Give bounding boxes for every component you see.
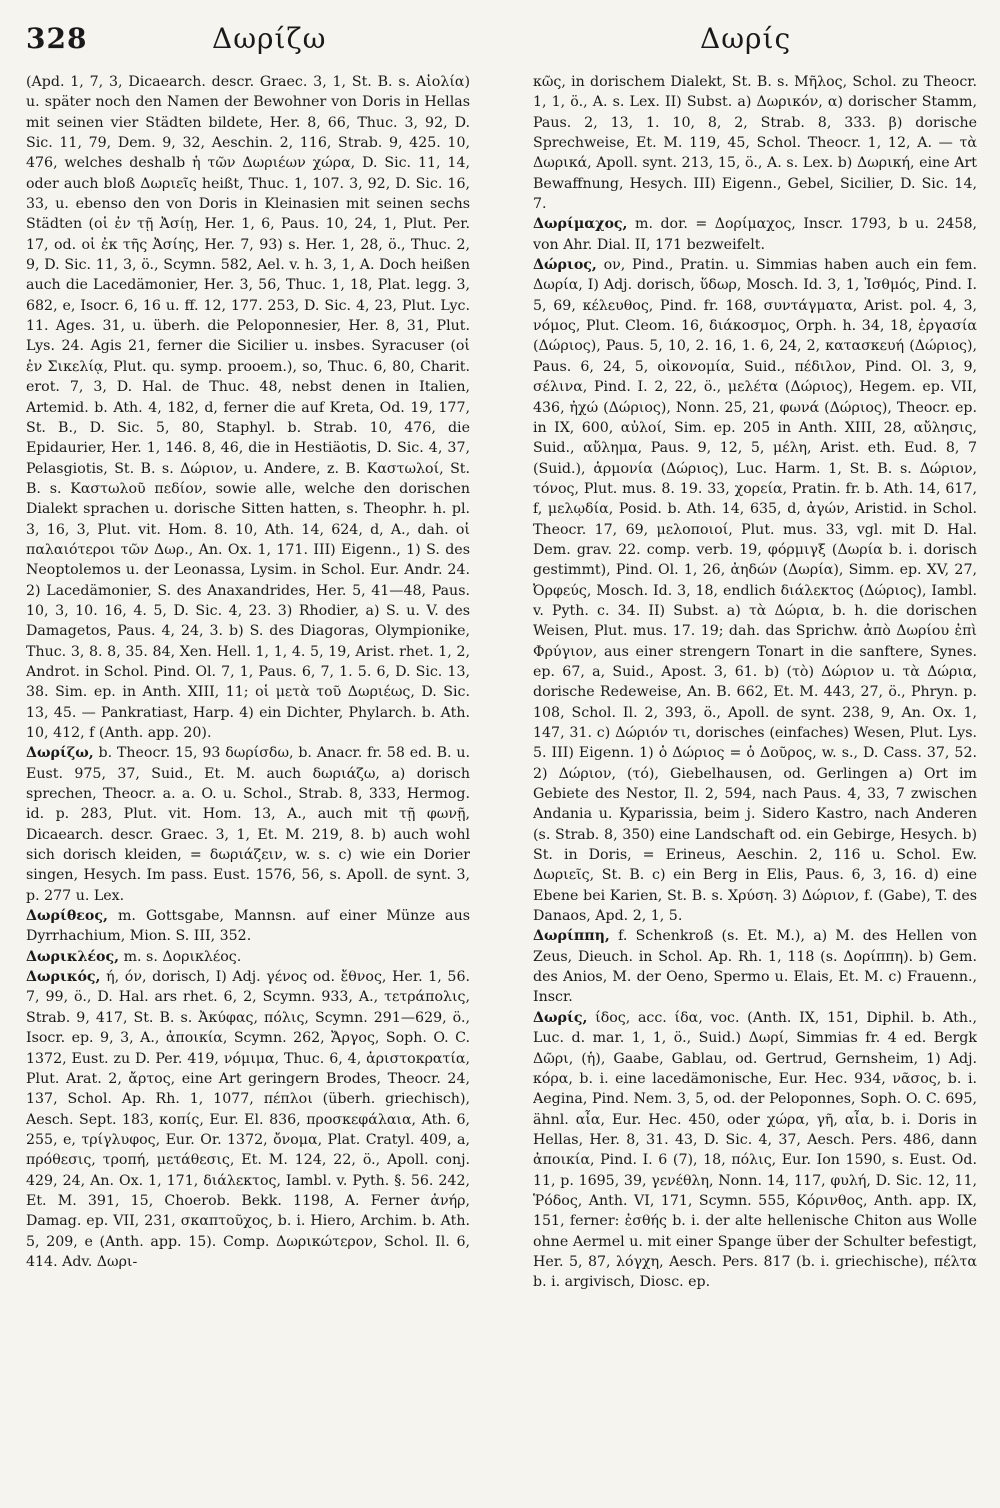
right-running-headword: Δωρίς (700, 22, 792, 55)
entry-doritheos (26, 906, 470, 947)
right-column (533, 72, 977, 1498)
entry-text: ον, Pind., Pratin. u. Simmias haben auch ein fem. Δωρία, I) Adj. dorisch, ὕδωρ, Mosch. Id. 3, 1, Ἰσθμός, Pind. I. 5, 69, κέλευθος, Pind. fr. 168, συντάγματα, Arist. pol. 4, 3, νόμος, Plut. Cleom. 16, διάκοσμος, Orph. h. 34, 18, ἐργασία (Δώριος), Paus. 5, 10, 2. 16, 1. 6, 24, 2, κατασκευή (Δώριος), Paus. 6, 24, 5, οἰκονομία, Suid., πέδιλον, Pind. Ol. 3, 9, σέλινα, Pind. I. 2, 22, ö., μελέτα (Δώριος), Hegem. ep. VII, 436, ἠχώ (Δώριος), Nonn. 25, 21, φωνά (Δώριος), Theocr. ep. in IX, 600, αὐλοί, Sim. ep. 205 in Anth. XIII, 28, αὔλησις, Suid., αὔλημα, Paus. 9, 12, 5, μέλη, Arist. eth. Eud. 8, 7 (Suid.), ἁρμονία (Δώριος), Luc. Harm. 1, St. B. s. Δώριον, τόνος, Plut. mus. 8. 19. 33, χορεία, Pratin. fr. b. Ath. 14, 617, f, μελῳδία, Posid. b. Ath. 14, 635, d, ἀγών, Aristid. in Schol. Theocr. 17, 69, μελοποιοί, Plut. mus. 33, vgl. mit D. Hal. Dem. grav. 22. comp. verb. 19, φόρμιγξ (Δωρία b. i. dorisch gestimmt), Pind. Ol. 1, 26, ἀηδών (Δωρία), Simm. ep. XV, 27, Ὀρφεύς, Mosch. Id. 3, 18, endlich διάλεκτος (Δώριος), Iambl. v. Pyth. c. 34. II) Subst. a) τὰ Δώρια, b. h. die dorischen Weisen, Plut. mus. 17. 19; dah. das Sprichw. ἀπὸ Δωρίου ἐπὶ Φρύγιον, aus einer strengern Tonart in die sanftere, Synes. ep. 67, a, Suid., Apost. 3, 61. b) (τὸ) Δώριον u. τὰ Δώρια, dorische Redeweise, An. B. 662, Et. M. 443, 27, ö., Phryn. p. 108, Schol. Il. 2, 393, ö., Apoll. de synt. 238, 9, An. Ox. 1, 147, 31. c) Δώριόν τι, dorisches (einfaches) Wesen, Plut. Lys. 5. III) Eigenn. 1) ὁ Δώριος = ὁ Δοῦρος, w. s., D. Cass. 37, 52. 2) Δώριον, (τό), Giebelhausen, od. Gerlingen a) Ort im Gebiete des Nestor, Il. 2, 594, nach Paus. 4, 33, 7 zwischen Andania u. Kyparissia, beim j. Sidero Kastro, nach Anderen (s. Strab. 8, 350) eine Landschaft od. ein Gebirge, Hesych. b) St. in Doris, = Erineus, Aeschin. 2, 116 u. Schol. Ew. Δωριεῖς, St. B. c) ein Berg in Elis, Paus. 6, 3, 16. d) eine Ebene bei Karien, St. B. s. Χρύση. 3) Δώριον, f. (Gabe), T. des Danaos, Apd. 2, 1, 5. (533, 257, 977, 925)
entry-dorikleos (26, 947, 470, 967)
entry-continuation-dorikos (533, 72, 977, 214)
entry-dorios (533, 255, 977, 926)
entry-lemma: Δωρίμαχος, (533, 216, 628, 233)
entry-doripe (533, 926, 977, 1007)
entry-text: m. Gottsgabe, Mannsn. auf einer Münze aus Dyrrhachium, Mion. S. III, 352. (26, 908, 470, 945)
entry-dorizo (26, 743, 470, 906)
entry-text: ίδος, acc. ίδα, voc. (Anth. IX, 151, Diphil. b. Ath., Luc. d. mar. 1, 1, ö., Suid.) Δωρί, Simmias fr. 4 ed. Bergk Δῶρι, (ἡ), Gaabe, Gablau, od. Gertrud, Gernsheim, 1) Adj. κόρα, b. i. eine lacedämonische, Eur. Hec. 934, νᾶσος, b. i. Aegina, Pind. Nem. 3, 5, od. der Peloponnes, Soph. O. C. 695, ähnl. αἶα, Eur. Hec. 450, oder χώρα, γῆ, αἶα, b. i. Doris in Hellas, Her. 8, 31. 43, D. Sic. 4, 37, Aesch. Pers. 486, dann ἀποικία, Pind. I. 6 (7), 18, πόλις, Eur. Ion 1590, s. Eust. Od. 11, p. 1695, 39, γενέθλη, Nonn. 14, 117, φυλή, D. Sic. 12, 11, Ῥόδος, Anth. VI, 171, Scymn. 555, Κόρινθος, Anth. app. IX, 151, ferner: ἐσθής b. i. der alte hellenische Chiton aus Wolle ohne Aermel u. mit einer Spange über der Schulter befestigt, Her. 5, 87, λόγχη, Aesch. Pers. 817 (b. i. griechische), πέλτα b. i. argivisch, Diosc. ep. (533, 1009, 977, 1291)
left-column (26, 72, 470, 1498)
entry-text: b. Theocr. 15, 93 δωρίσδω, b. Anacr. fr. 58 ed. B. u. Eust. 975, 37, Suid., Et. M. auch δωριάζω, a) dorisch sprechen, Theocr. a. a. O. u. Schol., Strab. 8, 333, Hermog. id. p. 283, Plut. vit. Hom. 13, A., auch mit τῇ φωνῇ, Dicaearch. descr. Graec. 3, 1, Et. M. 219, 8. b) auch wohl sich dorisch kleiden, = δωριάζειν, w. s. c) wie ein Dorier singen, Hesych. Im pass. Eust. 1576, 56, s. Apoll. de synt. 3, p. 277 u. Lex. (26, 745, 470, 904)
entry-dorikos (26, 967, 470, 1272)
entry-text: κῶς, in dorischem Dialekt, St. B. s. Μῆλος, Schol. zu Theocr. 1, 1, ö., A. s. Lex. II) Subst. a) Δωρικόν, α) dorischer Stamm, Paus. 2, 13, 1. 10, 8, 2, Strab. 8, 333. β) dorische Sprechweise, Et. M. 119, 45, Schol. Theocr. 1, 12, A. — τὰ Δωρικά, Apoll. synt. 213, 15, ö., A. s. Lex. b) Δωρική, eine Art Bewaffnung, Hesych. III) Eigenn., Gebel, Sicilier, D. Sic. 14, 7. (533, 74, 977, 213)
entry-lemma: Δωρικλέος, (26, 948, 120, 965)
entry-continuation-doriees (26, 72, 470, 743)
entry-text: ή, όν, dorisch, I) Adj. γένος od. ἔθνος, Her. 1, 56. 7, 99, ö., D. Hal. ars rhet. 6, 2, Scymn. 933, A., τετράπολις, Strab. 9, 417, St. B. s. Ἀκύφας, πόλις, Scymn. 291—629, ö., Isocr. ep. 9, 3, A., ἀποικία, Scymn. 262, Ἄργος, Soph. O. C. 1372, Eust. zu D. Per. 419, νόμιμα, Thuc. 6, 4, ἀριστοκρατία, Plut. Arat. 2, ἄρτος, eine Art geringern Brodes, Theocr. 24, 137, Schol. Ap. Rh. 1, 1077, πέπλοι (überh. griechisch), Aesch. Sept. 183, κοπίς, Eur. El. 836, προσκεφάλαια, Ath. 6, 255, e, τρίγλυφος, Eur. Or. 1372, ὄνομα, Plat. Cratyl. 409, a, πρόθεσις, τροπή, μετάθεσις, Et. M. 124, 22, ö., Apoll. conj. 429, 24, An. Ox. 1, 171, διάλεκτος, Iambl. v. Pyth. §. 56. 242, Et. M. 391, 15, Choerob. Bekk. 1198, A. Ferner ἀνήρ, Damag. ep. VII, 231, σκαπτοῦχος, b. i. Hiero, Archim. b. Ath. 5, 209, e (Anth. app. 15). Comp. Δωρικώτερον, Schol. Il. 6, 414. Adv. Δωρι- (26, 969, 470, 1270)
left-running-headword: Δωρίζω (212, 22, 327, 55)
entry-text: m. s. Δορικλέος. (119, 948, 242, 965)
page-number: 328 (26, 22, 88, 55)
entry-lemma: Δωρίθεος, (26, 908, 108, 925)
entry-lemma: Δωρίζω, (26, 745, 94, 762)
entry-text: m. dor. = Δορίμαχος, Inscr. 1793, b u. 2458, von Ahr. Dial. II, 171 bezweifelt. (533, 216, 977, 253)
entry-doris (533, 1008, 977, 1293)
entry-text: f. Schenkroß (s. Et. M.), a) M. des Hellen von Zeus, Dieuch. in Schol. Ap. Rh. 1, 118 (s. Δορίππη). b) Gem. des Anios, M. der Oeno, Spermo u. Elais, Et. M. c) Frauenn., Inscr. (533, 928, 977, 1006)
entry-text: (Apd. 1, 7, 3, Dicaearch. descr. Graec. 3, 1, St. B. s. Αἰολία) u. später noch den Namen der Bewohner von Doris in Hellas mit seinen vier Städten bildete, Her. 8, 66, Thuc. 3, 92, D. Sic. 11, 79, Dem. 9, 32, Aeschin. 2, 116, Strab. 9, 425. 10, 476, welches deshalb ἡ τῶν Δωριέων χώρα, D. Sic. 11, 14, oder auch bloß Δωριεῖς heißt, Thuc. 1, 107. 3, 92, D. Sic. 16, 33, u. ebenso den von Doris in Kleinasien mit seinen sechs Städten (οἱ ἐν τῇ Ἀσίῃ, Her. 1, 6, Paus. 10, 24, 1, Plut. Per. 17, od. οἱ ἐκ τῆς Ἀσίης, Her. 7, 93) s. Her. 1, 28, ö., Thuc. 2, 9, D. Sic. 11, 3, ö., Scymn. 582, Ael. v. h. 3, 1, A. Doch heißen auch die Lacedämonier, Her. 3, 56, Thuc. 1, 18, Plat. legg. 3, 682, e, Isocr. 6, 16 u. ff. 12, 177. 253, D. Sic. 4, 23, Plut. Lyc. 11. Ages. 31, u. überh. die Peloponnesier, Her. 8, 31, Plut. Lys. 24. Agis 21, ferner die Sicilier u. insbes. Syracuser (οἱ ἐν Σικελίᾳ, Plut. qu. symp. prooem.), so, Thuc. 6, 80, Charit. erot. 7, 3, D. Hal. de Thuc. 48, nebst denen in Italien, Artemid. b. Ath. 4, 182, d, ferner die auf Kreta, Od. 19, 177, St. B., D. Sic. 5, 80, Staphyl. b. Strab. 10, 476, die Epidaurier, Her. 1, 146. 8, 46, die in Hestiäotis, D. Sic. 4, 37, Pelasgiotis, St. B. s. Δώριον, u. Andere, z. B. Καστωλοί, St. B. s. Καστωλοῦ πεδίον, sowie alle, welche den dorischen Dialekt sprachen u. dorische Sitten hatten, s. Theophr. h. pl. 3, 16, 3, Plut. vit. Hom. 8. 10, Ath. 14, 624, d, A., dah. οἱ παλαιότεροι τῶν Δωρ., An. Ox. 1, 171. III) Eigenn., 1) S. des Neoptolemos u. der Leonassa, Lysim. in Schol. Eur. Andr. 24. 2) Lacedämonier, S. des Anaxandrides, Her. 5, 41—48, Paus. 10, 3, 10. 16, 4. 5, D. Sic. 4, 23. 3) Rhodier, a) S. u. V. des Damagetos, Paus. 4, 24, 3. b) S. des Diagoras, Olympionike, Thuc. 3, 8. 8, 35. 84, Xen. Hell. 1, 1, 4. 5, 19, Arist. rhet. 1, 2, Androt. in Schol. Pind. Ol. 7, 1, Paus. 6, 7, 1. 5. 6, D. Sic. 13, 38. Sim. ep. in Anth. XIII, 11; οἱ μετὰ τοῦ Δωριέως, D. Sic. 13, 45. — Pankratiast, Harp. 4) ein Dichter, Phylarch. b. Ath. 10, 412, f (Anth. app. 20). (26, 74, 470, 741)
entry-lemma: Δωρικός, (26, 969, 101, 986)
entry-lemma: Δώριος, (533, 257, 597, 274)
entry-lemma: Δωρίππη, (533, 928, 610, 945)
entry-dorimachos (533, 214, 977, 255)
entry-lemma: Δωρίς, (533, 1009, 588, 1026)
